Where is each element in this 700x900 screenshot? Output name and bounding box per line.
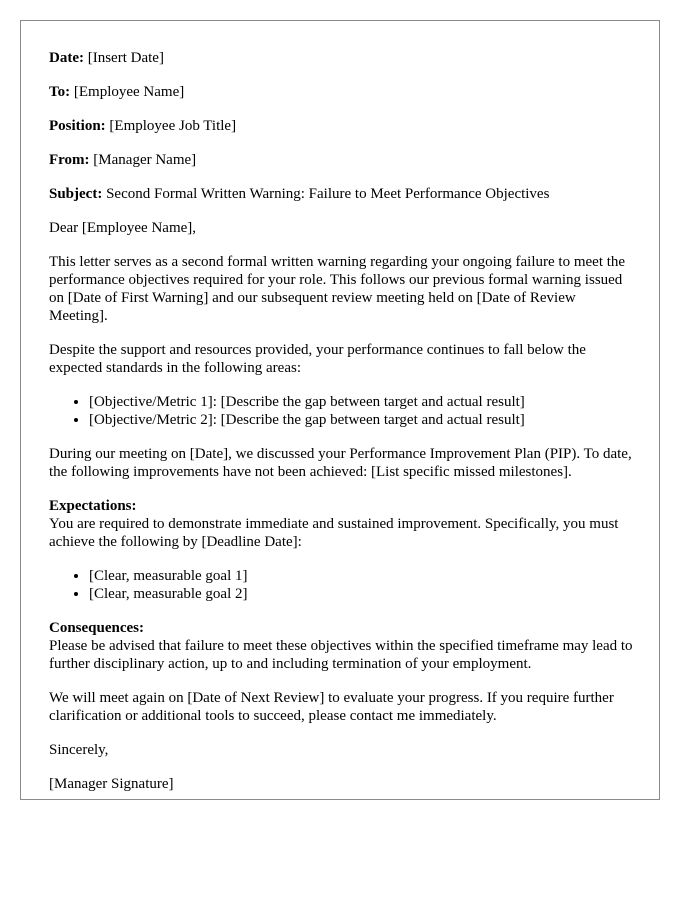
from-label: From: [49, 152, 90, 168]
consequences-heading: Consequences: [49, 620, 145, 636]
consequences-text: Please be advised that failure to meet these objectives within the specified timeframe may lead to further disciplinary action, up to and including termination of your employment. [49, 638, 633, 672]
to-label: To: [49, 84, 71, 100]
letter-container [20, 20, 660, 800]
objective-item: • [Objective/Metric 1]: [Describe the gap between target and actual result] [89, 393, 634, 411]
consequences-section [49, 619, 634, 673]
objective-item: • [Objective/Metric 2]: [Describe the gap between target and actual result] [89, 411, 634, 429]
salutation: Dear [Employee Name], [49, 220, 197, 236]
from-line [49, 151, 634, 169]
subject-label: Subject: [49, 186, 103, 202]
position-label: Position: [49, 118, 106, 134]
objectives-list [49, 393, 634, 429]
expectations-heading: Expectations: [49, 498, 137, 514]
performance-paragraph: Despite the support and resources provided, your performance continues to fall below the expected standards in the following areas: [49, 342, 586, 376]
goals-list [49, 567, 634, 603]
to-line [49, 83, 634, 101]
date-label: Date: [49, 50, 84, 66]
letter-body [49, 49, 634, 800]
position-value: [Employee Job Title] [109, 118, 237, 134]
intro-paragraph: This letter serves as a second formal written warning regarding your ongoing failure to meet the performance objectives required for your role. This follows our previous formal warning issued on [Date of First Warning] and our subsequent review meeting held on [Date of Review Meeting]. [49, 254, 626, 324]
to-value: [Employee Name] [73, 84, 185, 100]
expectations-text: You are required to demonstrate immediate and sustained improvement. Specifically, you must achieve the following by [Deadline Date]: [49, 516, 619, 550]
next-review-paragraph: We will meet again on [Date of Next Review] to evaluate your progress. If you require further clarification or additional tools to succeed, please contact me immediately. [49, 690, 614, 724]
position-line [49, 117, 634, 135]
goal-item: • [Clear, measurable goal 1] [89, 567, 634, 585]
meeting-paragraph: During our meeting on [Date], we discussed your Performance Improvement Plan (PIP). To date, the following improvements have not been achieved: [List specific missed milestones]. [49, 446, 632, 480]
closing: Sincerely, [49, 742, 109, 758]
goal-item: • [Clear, measurable goal 2] [89, 585, 634, 603]
expectations-section [49, 497, 634, 551]
subject-value: Second Formal Written Warning: Failure to Meet Performance Objectives [106, 186, 550, 202]
from-value: [Manager Name] [93, 152, 197, 168]
date-line [49, 49, 634, 67]
date-value: [Insert Date] [87, 50, 164, 66]
signature: [Manager Signature] [49, 776, 174, 792]
subject-line [49, 185, 634, 203]
